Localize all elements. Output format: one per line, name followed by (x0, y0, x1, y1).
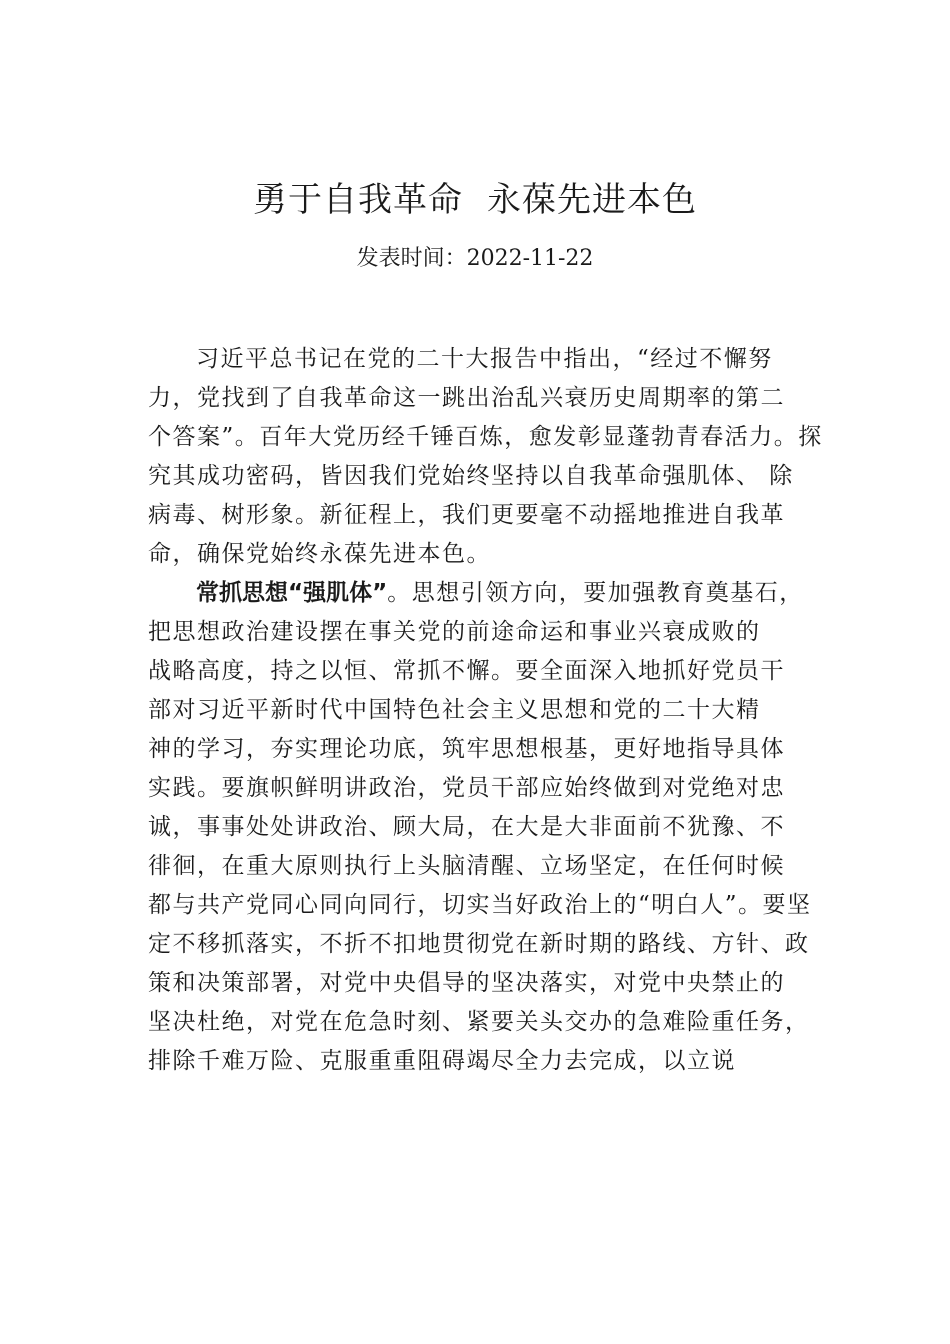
date-label: 发表时间： (356, 246, 467, 271)
date-value: 2022-11-22 (466, 246, 594, 271)
paragraph-2-first-line-text: 。思想引领方向，要加强教育奠基石， (387, 580, 804, 606)
paragraph-1-line: 个答案”。百年大党历经千锤百炼，愈发彰显蓬勃青春活力。探 (148, 424, 823, 450)
publish-date (0, 242, 950, 276)
paragraph-2-line: 神的学习，夯实理论功底，筑牢思想根基，更好地指导具体 (148, 736, 785, 762)
paragraph-2-line: 排除千难万险、克服重重阻碍竭尽全力去完成，以立说 (148, 1048, 736, 1074)
paragraph-1-line: 习近平总书记在党的二十大报告中指出，“经过不懈努 (196, 346, 773, 372)
article-title (0, 176, 950, 224)
paragraph-2-line: 策和决策部署，对党中央倡导的坚决落实，对党中央禁止的 (148, 970, 785, 996)
article-body (148, 340, 823, 1081)
paragraph-2-line: 诚，事事处处讲政治、顾大局，在大是大非面前不犹豫、不 (148, 814, 785, 840)
section-heading: 常抓思想“强肌体” (196, 580, 388, 606)
title-part-1: 勇于自我革命 (253, 180, 463, 220)
paragraph-2-line: 坚决杜绝，对党在危急时刻、紧要关头交办的急难险重任务， (148, 1009, 810, 1035)
paragraph-2-line: 徘徊，在重大原则执行上头脑清醒、立场坚定，在任何时候 (148, 853, 785, 879)
paragraph-2-first-line (148, 574, 808, 613)
paragraph-1-line: 究其成功密码，皆因我们党始终坚持以自我革命强肌体、 除 (148, 463, 794, 489)
title-part-2: 永葆先进本色 (487, 180, 697, 220)
paragraph-2-line: 把思想政治建设摆在事关党的前途命运和事业兴衰成败的 (148, 619, 761, 645)
paragraph-1-line: 病毒、树形象。新征程上，我们更要毫不动摇地推进自我革 (148, 502, 785, 528)
paragraph-2-line: 部对习近平新时代中国特色社会主义思想和党的二十大精 (148, 697, 761, 723)
paragraph-2-line: 定不移抓落实，不折不扣地贯彻党在新时期的路线、方针、政 (148, 931, 810, 957)
paragraph-2-line: 都与共产党同心同向同行，切实当好政治上的“明白人”。要坚 (148, 892, 812, 918)
paragraph-2-line: 战略高度，持之以恒、常抓不懈。要全面深入地抓好党员干 (148, 658, 785, 684)
paragraph-1-line: 命，确保党始终永葆先进本色。 (148, 541, 491, 567)
paragraph-1-line: 力，党找到了自我革命这一跳出治乱兴衰历史周期率的第二 (148, 385, 785, 411)
paragraph-2-line: 实践。要旗帜鲜明讲政治，党员干部应始终做到对党绝对忠 (148, 775, 785, 801)
